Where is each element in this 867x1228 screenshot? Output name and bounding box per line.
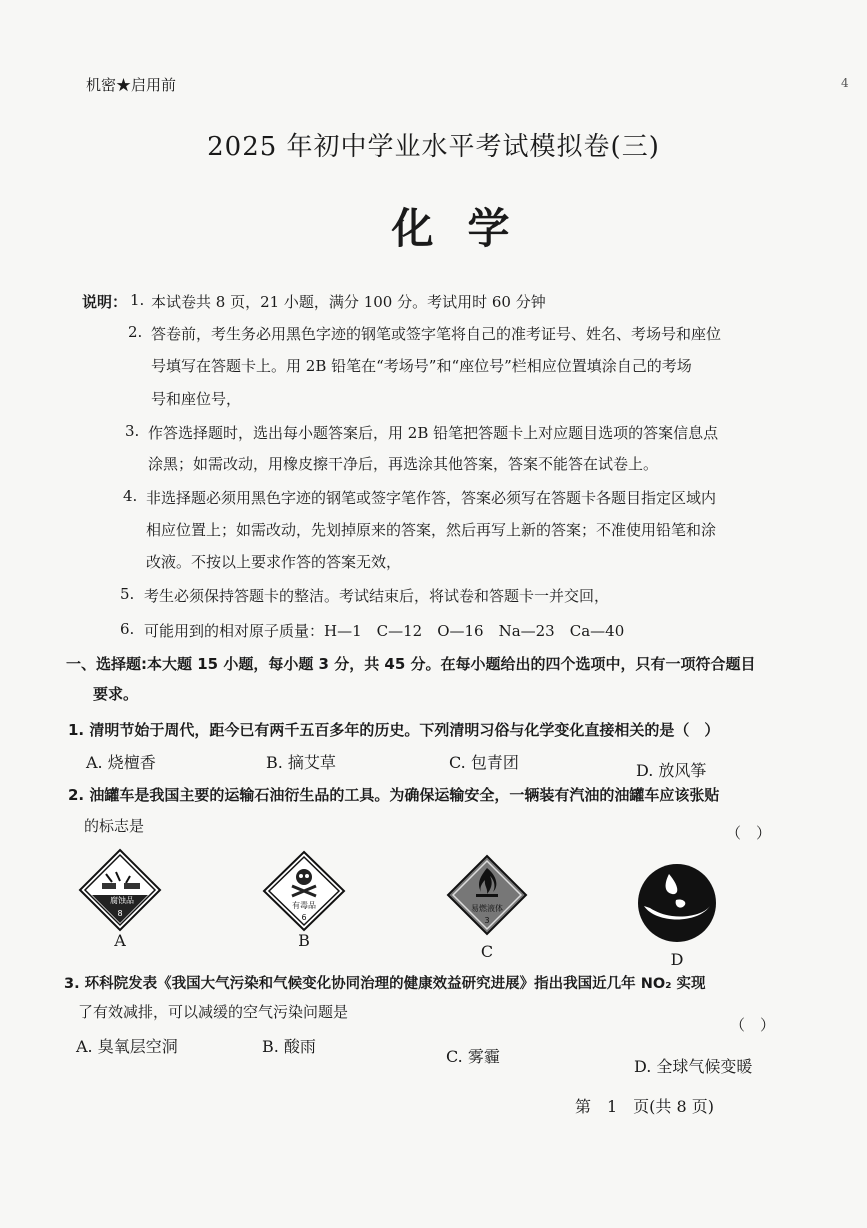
q1-option-c: C. 包青团 [449,753,519,772]
sign-label-d: D [670,950,684,969]
answer-bracket: （ ） [726,824,772,842]
sign-text: 有毒品 [292,901,316,910]
question-2-stem: 2. 油罐车是我国主要的运输石油衍生品的工具。为确保运输安全，一辆装有汽油的油罐车应该张贴 [68,786,720,804]
instruction-line: 考生必须保持答题卡的整洁。考试结束后，将试卷和答题卡一并交回， [144,587,610,605]
section-heading-cont: 要求。 [93,685,139,703]
instruction-line: 答卷前，考生务必用黑色字迹的钢笔或签字笔将自己的准考证号、姓名、考场号和座位 [151,325,722,343]
page-footer: 第 1 页(共 8 页) [575,1097,715,1116]
instruction-num: 3. [125,422,140,440]
sign-label-a: A [114,931,126,950]
instruction-num: 4. [123,487,138,505]
instruction-line: 号和座位号， [151,390,242,408]
q3-option-c: C. 雾霾 [446,1047,500,1066]
instruction-line: 改液。不按以上要求作答的答案无效， [146,553,402,571]
instruction-line: 相应位置上；如需改动，先划掉原来的答案，然后再写上新的答案；不准使用铅笔和涂 [146,521,717,539]
question-2-stem-cont: 的标志是 [84,817,145,835]
exam-title: 2025 年初中学业水平考试模拟卷(三) [207,132,660,162]
instruction-line: 作答选择题时，选出每小题答案后，用 2B 铅笔把答题卡上对应题目选项的答案信息点 [148,424,719,442]
instruction-num: 6. [120,620,135,638]
sign-text: 腐蚀品 [110,896,134,905]
q1-option-b: B. 摘艾草 [266,753,336,772]
q1-option-d: D. 放风筝 [636,761,707,780]
toxic-sign-icon [262,850,346,932]
sign-number: 6 [301,913,307,922]
corrosive-sign-icon [78,848,162,932]
instruction-num: 2. [128,323,143,341]
water-saving-sign-icon [636,862,718,944]
corner-mark: 4 [841,76,849,90]
subject-title: 化学 [391,204,544,253]
sign-number: 8 [117,909,123,918]
q3-option-d: D. 全球气候变暖 [634,1057,753,1076]
question-1-stem: 1. 清明节始于周代，距今已有两千五百多年的历史。下列清明习俗与化学变化直接相关的是（ ） [68,721,720,739]
sign-number: 3 [484,916,490,925]
instruction-line: 涂黑；如需改动，用橡皮擦干净后，再选涂其他答案，答案不能答在试卷上。 [148,455,659,473]
question-3-stem-cont: 了有效减排，可以减缓的空气污染问题是 [78,1003,349,1021]
sign-label-c: C [480,942,494,961]
instruction-line: 号填写在答题卡上。用 2B 铅笔在“考场号”和“座位号”栏相应位置填涂自己的考场 [151,357,692,375]
instruction-num: 5. [120,585,135,603]
question-3-stem: 3. 环科院发表《我国大气污染和气候变化协同治理的健康效益研究进展》指出我国近几年 NO₂ 实现 [64,976,706,992]
instruction-line: 非选择题必须用黑色字迹的钢笔或签字笔作答，答案必须写在答题卡各题目指定区域内 [146,489,717,507]
flammable-liquid-sign-icon [446,854,528,936]
confidential-label: 机密★启用前 [86,76,177,94]
sign-text: 易燃液体 [471,904,503,913]
sign-label-b: B [298,931,310,950]
instruction-line: 本试卷共 8 页，21 小题，满分 100 分。考试用时 60 分钟 [151,293,546,311]
q1-option-a: A. 烧檀香 [86,753,156,772]
instruction-line: 可能用到的相对原子质量：H—1 C—12 O—16 Na—23 Ca—40 [144,622,625,640]
instruction-num: 1. [130,291,145,309]
q3-option-b: B. 酸雨 [262,1037,316,1056]
q3-option-a: A. 臭氧层空洞 [76,1037,178,1056]
section-heading: 一、选择题:本大题 15 小题，每小题 3 分，共 45 分。在每小题给出的四个选项中，只有一项符合题目 [66,655,756,673]
answer-bracket: （ ） [730,1016,776,1034]
instructions-prefix: 说明： [82,293,128,311]
